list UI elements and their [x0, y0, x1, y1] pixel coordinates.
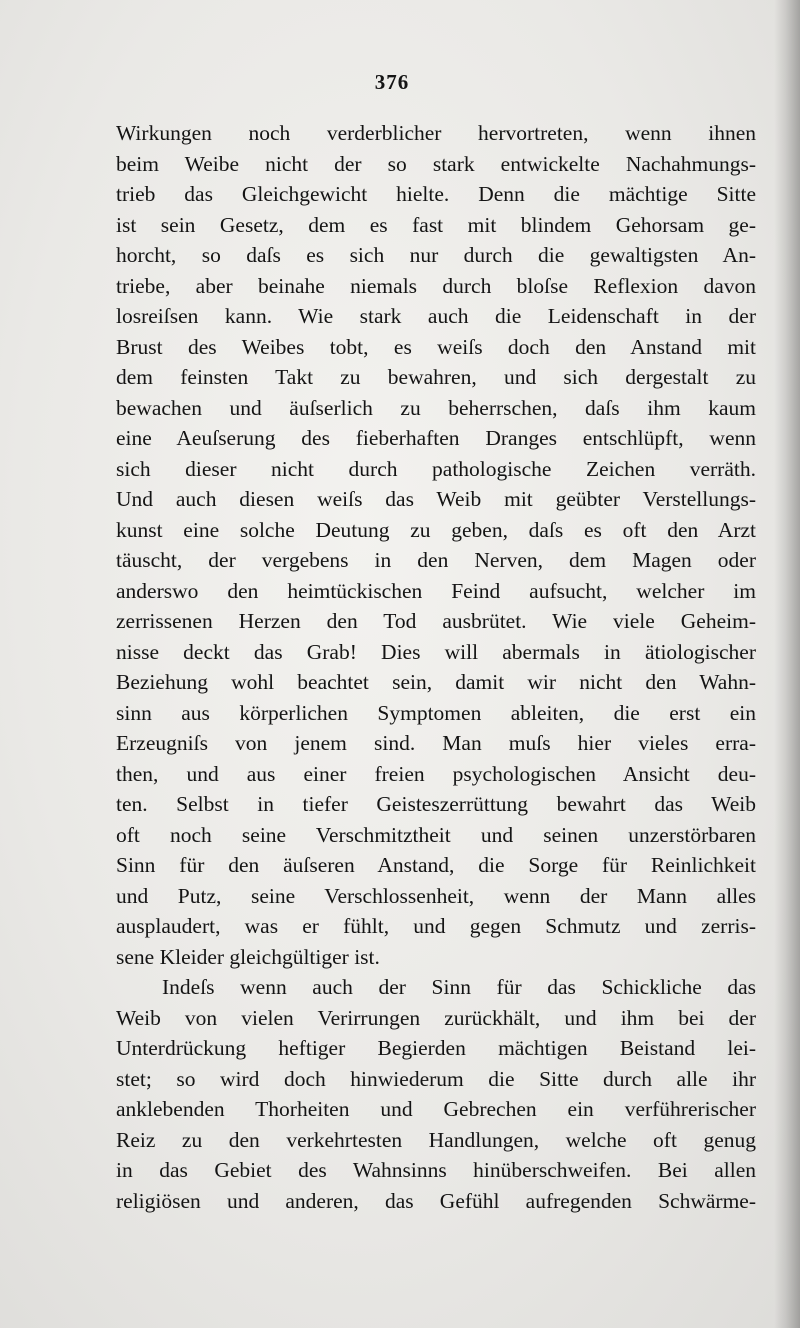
text-line: Beziehung wohl beachtet sein, damit wir nicht den Wahn- — [116, 670, 756, 694]
text-line: Erzeugniſs von jenem sind. Man muſs hier vieles erra- — [116, 731, 756, 755]
text-line: bewachen und äuſserlich zu beherrschen, daſs ihm kaum — [116, 395, 756, 420]
text-line: täuscht, der vergebens in den Nerven, dem Magen oder — [116, 548, 756, 572]
text-line: zerrissenen Herzen den Tod ausbrütet. Wie viele Geheim- — [116, 609, 756, 633]
text-line: Sinn für den äuſseren Anstand, die Sorge für Reinlichkeit — [116, 853, 756, 877]
page-number: 376 — [374, 70, 410, 94]
text-line: sinn aus körperlichen Symptomen ableiten, die erst ein — [116, 700, 756, 725]
paragraph-end-line: sene Kleider gleichgültiger ist. — [116, 944, 380, 969]
page-edge-shadow — [774, 0, 800, 1328]
text-line: religiösen und anderen, das Gefühl aufregenden Schwärme- — [116, 1188, 756, 1213]
text-line: in das Gebiet des Wahnsinns hinüberschweifen. Bei allen — [116, 1158, 756, 1182]
text-line: nisse deckt das Grab! Dies will abermals in ätiologischer — [116, 639, 756, 664]
text-line: Weib von vielen Verirrungen zurückhält, und ihm bei der — [116, 1005, 756, 1030]
text-line: losreiſsen kann. Wie stark auch die Leidenschaft in der — [116, 304, 756, 328]
text-line: dem feinsten Takt zu bewahren, und sich dergestalt zu — [116, 365, 756, 389]
text-line: ist sein Gesetz, dem es fast mit blindem Gehorsam ge- — [116, 212, 756, 237]
text-line: stet; so wird doch hinwiederum die Sitte durch alle ihr — [116, 1066, 756, 1091]
text-line: oft noch seine Verschmitztheit und seinen unzerstörbaren — [116, 822, 756, 847]
text-line: eine Aeuſserung des fieberhaften Dranges entschlüpft, wenn — [116, 426, 756, 450]
text-line: Und auch diesen weiſs das Weib mit geübter Verstellungs- — [116, 487, 756, 511]
text-line: triebe, aber beinahe niemals durch bloſse Reflexion davon — [116, 273, 756, 298]
text-line: und Putz, seine Verschlossenheit, wenn der Mann alles — [116, 883, 756, 908]
text-line: ausplaudert, was er fühlt, und gegen Schmutz und zerris- — [116, 914, 756, 938]
text-line: kunst eine solche Deutung zu geben, daſs es oft den Arzt — [116, 517, 756, 542]
text-line: then, und aus einer freien psychologischen Ansicht deu- — [116, 761, 756, 786]
body-text — [116, 118, 756, 1216]
text-line: anderswo den heimtückischen Feind aufsucht, welcher im — [116, 578, 756, 603]
text-line: anklebenden Thorheiten und Gebrechen ein verführerischer — [116, 1097, 756, 1121]
text-line: trieb das Gleichgewicht hielte. Denn die mächtige Sitte — [116, 182, 756, 206]
text-line: Reiz zu den verkehrtesten Handlungen, welche oft genug — [116, 1127, 756, 1152]
text-line: beim Weibe nicht der so stark entwickelte Nachahmungs- — [116, 151, 756, 176]
text-line: Wirkungen noch verderblicher hervortreten, wenn ihnen — [116, 121, 756, 145]
text-line: ten. Selbst in tiefer Geisteszerrüttung bewahrt das Weib — [116, 792, 756, 816]
text-line: sich dieser nicht durch pathologische Zeichen verräth. — [116, 456, 756, 481]
text-line: Unterdrückung heftiger Begierden mächtigen Beistand lei- — [116, 1036, 756, 1060]
text-line: horcht, so daſs es sich nur durch die gewaltigsten An- — [116, 243, 756, 267]
text-line: Brust des Weibes tobt, es weiſs doch den Anstand mit — [116, 334, 756, 359]
paragraph-start-line: Indeſs wenn auch der Sinn für das Schickliche das — [162, 975, 756, 999]
